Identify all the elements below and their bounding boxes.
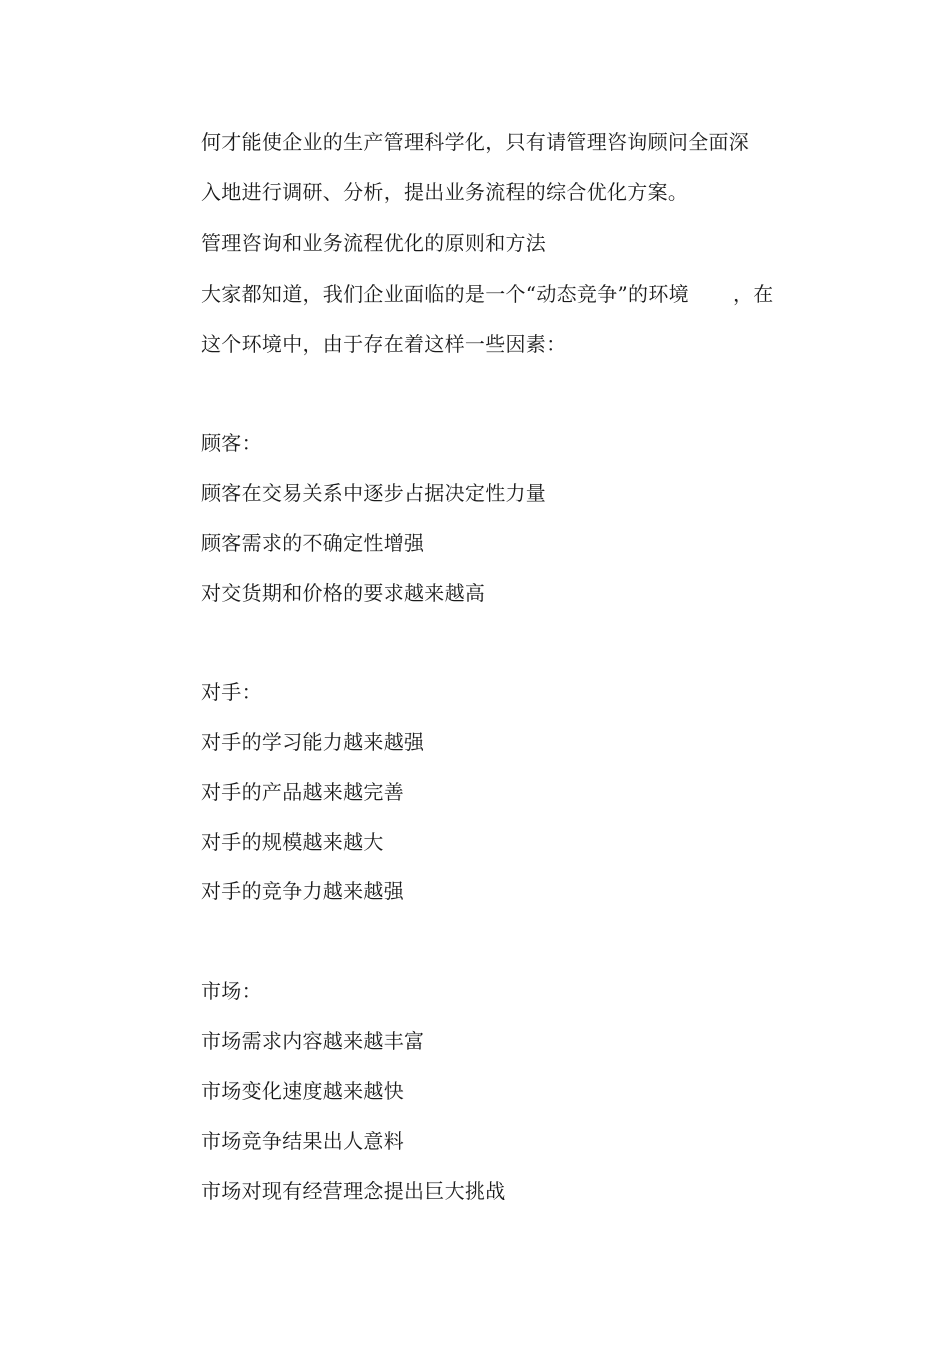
paragraph-text-part2: ，在: [732, 282, 774, 306]
market-item: 市场竞争结果出人意料: [201, 1129, 404, 1153]
competitors-item: 对手的规模越来越大: [201, 830, 384, 854]
intro-line-2: 入地进行调研、分析，提出业务流程的综合优化方案。: [201, 180, 689, 204]
market-item: 市场变化速度越来越快: [201, 1079, 404, 1103]
paragraph-line-2: 这个环境中，由于存在着这样一些因素：: [201, 332, 567, 356]
customers-item: 顾客在交易关系中逐步占据决定性力量: [201, 481, 547, 505]
customers-heading: 顾客：: [201, 431, 262, 455]
intro-line-1: 何才能使企业的生产管理科学化，只有请管理咨询顾问全面深: [201, 130, 750, 154]
competitors-item: 对手的学习能力越来越强: [201, 730, 425, 754]
market-item: 市场需求内容越来越丰富: [201, 1029, 425, 1053]
competitors-item: 对手的竞争力越来越强: [201, 879, 404, 903]
competitors-item: 对手的产品越来越完善: [201, 780, 404, 804]
customers-item: 顾客需求的不确定性增强: [201, 531, 425, 555]
market-item: 市场对现有经营理念提出巨大挑战: [201, 1179, 506, 1203]
paragraph-text-part1: 大家都知道，我们企业面临的是一个“动态竞争”的环境: [201, 282, 689, 306]
paragraph-line-1: [201, 281, 774, 307]
section-title: 管理咨询和业务流程优化的原则和方法: [201, 231, 547, 255]
competitors-heading: 对手：: [201, 680, 262, 704]
market-heading: 市场：: [201, 979, 262, 1003]
customers-item: 对交货期和价格的要求越来越高: [201, 581, 486, 605]
